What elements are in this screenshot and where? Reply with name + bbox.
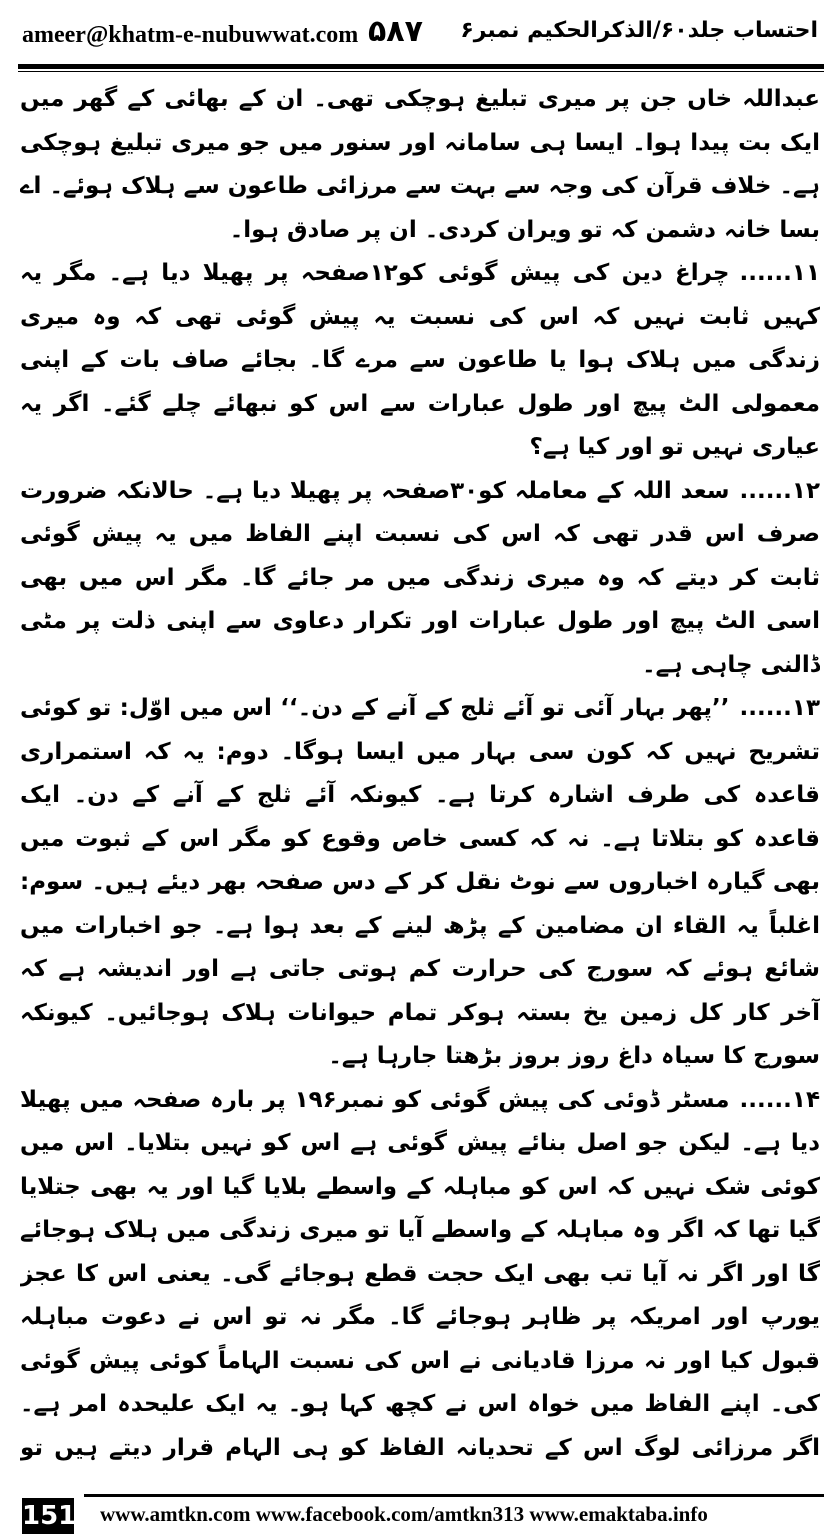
paragraph-text: مسٹر ڈوئی کی پیش گوئی کو نمبر۱۹۶ پر بارہ صفحہ میں پھیلا دیا ہے۔ لیکن جو اصل بنائے پیش گوئی ہے اس کو نہیں بتلایا۔ اس میں کوئی شک نہیں کہ اس کو مباہلہ کے واسطے بلایا گیا اور یہ بھی جتلایا گیا تھا کہ اگر وہ مباہلہ کے واسطے آیا تو میری زندگی میں ہلاک ہوجائے گا اور اگر نہ آیا تب بھی ایک حجت قطع ہوجائے گی۔ یعنی اس کا عجز یورپ اور امریکہ پر ظاہر ہوجائے گا۔ مگر نہ تو اس نے دعوت مباہلہ قبول کیا اور نہ مرزا قادیانی نے اس کی نسبت الہاماً کوئی پیش گوئی کی۔ اپنے الفاظ میں خواہ اس نے کچھ کہا ہو۔ یہ ایک علیحدہ امر ہے۔ اگر مرزائی لوگ اس کے تحدیانہ الفاظ کو ہی الہام قرار دیتے ہیں تو xyxy=(20,1086,820,1461)
paragraph-number: ۱۳...... xyxy=(739,695,820,721)
footer-links: www.amtkn.com www.facebook.com/amtkn313 www.emaktaba.info xyxy=(100,1502,708,1526)
paragraph xyxy=(20,470,820,688)
paragraph xyxy=(20,687,820,1079)
paragraph-number: ۱۴...... xyxy=(739,1086,820,1113)
page-body xyxy=(20,78,820,1478)
header-email: ameer@khatm-e-nubuwwat.com xyxy=(22,22,359,48)
paragraph-number: ۱۲...... xyxy=(739,477,820,504)
footer-rule xyxy=(84,1494,824,1497)
header-page-number: ۵۸۷ xyxy=(368,14,423,49)
page-footer xyxy=(0,1488,840,1540)
paragraph-number: ۱۱...... xyxy=(739,260,820,286)
paragraph-text: عبداللہ خاں جن پر میری تبلیغ ہوچکی تھی۔ ان کے بھائی کے گھر میں ایک بت پیدا ہوا۔ ایسا ہی سامانہ اور سنور میں جو میری تبلیغ ہوچکی ہے۔ خلاف قرآن کی وجہ سے بہت سے مرزائی طاعون سے ہلاک ہوئے۔ اے بسا خانہ دشمن کہ تو ویران کردی۔ ان پر صادق ہوا۔ xyxy=(20,86,820,243)
footer-page-number: 151 xyxy=(22,1498,74,1534)
header-book-title: احتساب جلد۶۰/الذکرالحکیم نمبر۶ xyxy=(460,18,818,43)
header-rule xyxy=(18,64,824,69)
paragraph-text: چراغ دین کی پیش گوئی کو۱۲صفحہ پر پھیلا دیا ہے۔ مگر یہ کہیں ثابت نہیں کہ اس کی نسبت یہ پیش گوئی تھی کہ وہ میری زندگی میں ہلاک ہوا یا طاعون سے مرے گا۔ بجائے صاف بات کے اپنی معمولی الٹ پیچ اور طول عبارات سے اس کو نبھائے چلے گئے۔ اگر یہ عیاری نہیں تو اور کیا ہے؟ xyxy=(20,260,820,460)
page-header xyxy=(0,0,840,70)
header-rule-thin xyxy=(18,71,824,72)
paragraph xyxy=(20,78,820,252)
paragraph xyxy=(20,252,820,470)
paragraph-text: ’’پھر بہار آئی تو آئے ثلج کے آنے کے دن۔‘‘ اس میں اوّل: تو کوئی تشریح نہیں کہ کون سی بہار میں ایسا ہوگا۔ دوم: یہ کہ استمراری قاعدہ کی طرف اشارہ کرتا ہے۔ کیونکہ آئے ثلج کے آنے کے دن۔ ایک قاعدہ کو بتلاتا ہے۔ نہ کہ کسی خاص وقوع کو مگر اس کے ثبوت میں بھی گیارہ اخباروں سے نوٹ نقل کر کے دس صفحہ بھر دیئے ہیں۔ سوم: اغلباً یہ القاء ان مضامین کے پڑھ لینے کے بعد ہوا ہے۔ جو اخبارات میں شائع ہوئے کہ سورج کی حرارت کم ہوتی جاتی ہے اور اندیشہ ہے کہ آخر کار کل زمین یخ بستہ ہوکر تمام حیوانات ہلاک ہوجائیں۔ کیونکہ سورج کا سیاہ داغ روز بروز بڑھتا جارہا ہے۔ xyxy=(20,695,820,1069)
paragraph-text: سعد اللہ کے معاملہ کو۳۰صفحہ پر پھیلا دیا ہے۔ حالانکہ ضرورت صرف اس قدر تھی کہ اس کی نسبت اپنے الفاظ میں یہ پیش گوئی ثابت کر دیتے کہ وہ میری زندگی میں مر جائے گا۔ مگر اس میں بھی اسی الٹ پیچ اور طول عبارات اور تکرار دعاوی سے اپنی ذلت پر مٹی ڈالنی چاہی ہے۔ xyxy=(20,477,820,678)
paragraph xyxy=(20,1079,820,1479)
